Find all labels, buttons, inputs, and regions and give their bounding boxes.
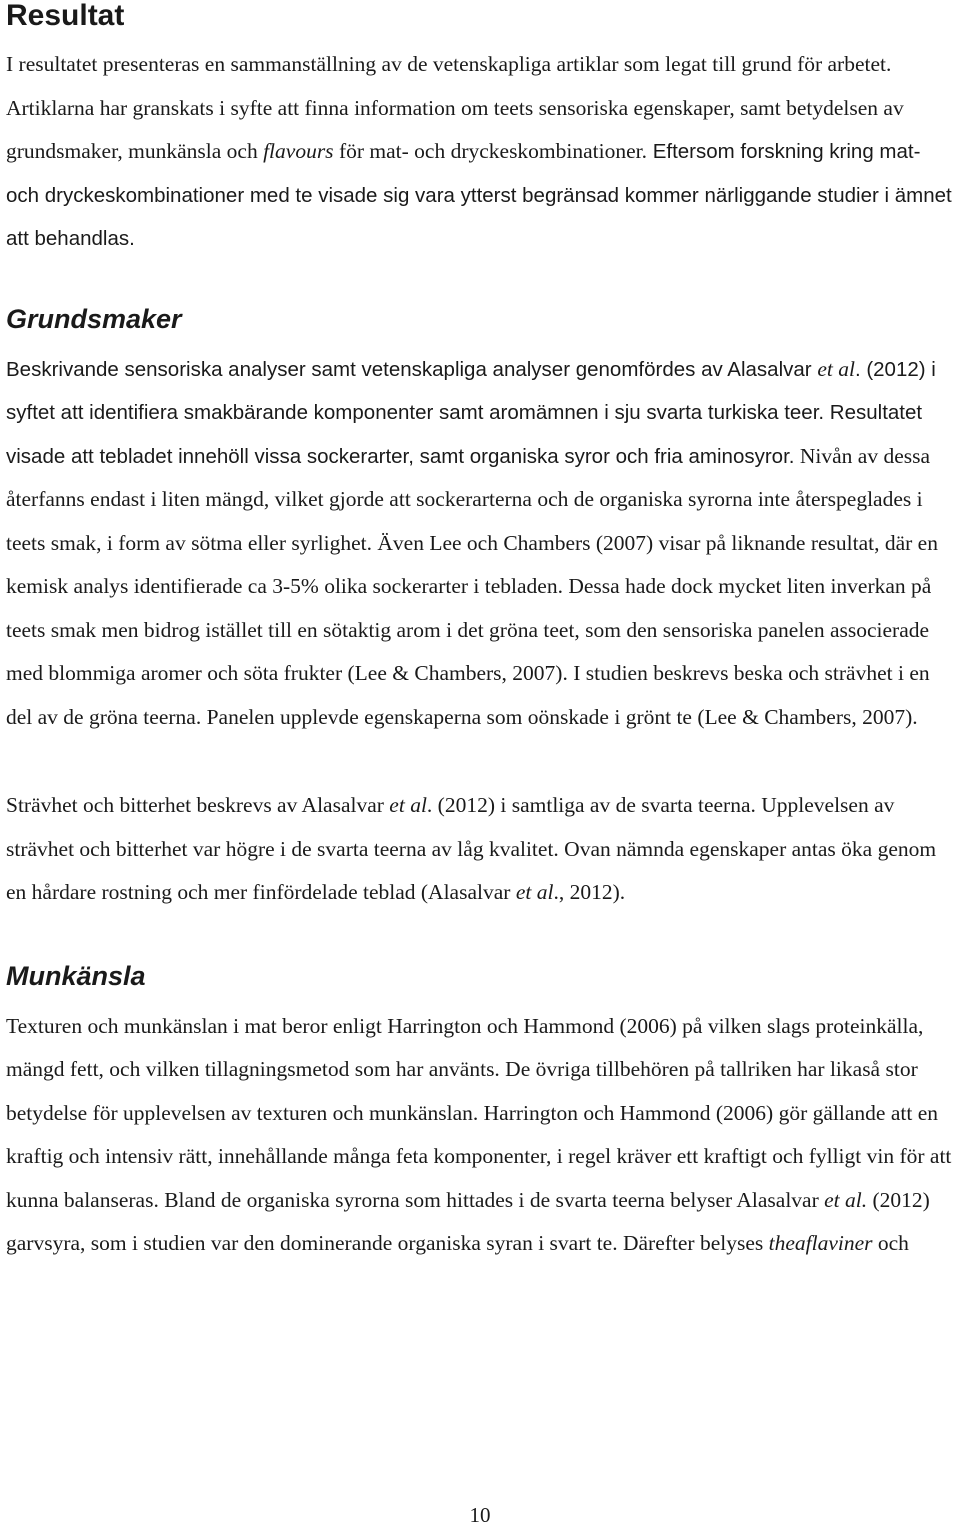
grundsmaker-p2-emphasis-1: et al	[389, 793, 427, 817]
section-heading-resultat: Resultat	[6, 0, 125, 32]
munkansla-p1-emphasis-1: et al.	[824, 1187, 868, 1212]
intro-text-3: Eftersom forskning kring mat- och dryckeskombinationer med te visade sig vara ytterst begränsad kommer närliggande studier i ämnet att behandlas.	[6, 140, 952, 250]
grundsmaker-p1-emphasis: et al	[817, 356, 855, 381]
grundsmaker-paragraph-1	[6, 348, 954, 740]
page-number: 10	[469, 1503, 491, 1527]
munkansla-p1-text-a: Texturen och munkänslan i mat beror enligt Harrington och Hammond (2006) på vilken slags proteinkälla, mängd fett, och vilken tillagningsmetod som har använts. De övriga tillbehören på tallriken har likaså stor betydelse för upplevelsen av texturen och munkänslan. Harrington och Hammond (2006) gör gällande att en kraftig och intensiv rätt, innehållande många feta komponenter, i regel kräver ett kraftigt och fylligt vin för att kunna balanseras. Bland de organiska syrorna som hittades i de svarta teerna belyser Alasalvar	[6, 1013, 952, 1212]
grundsmaker-p1-text-c: Nivån av dessa återfanns endast i liten mängd, vilket gjorde att sockerarterna och de organiska syrorna inte återspeglades i teets smak, i form av sötma eller syrlighet. Även Lee och Chambers (2007) visar på liknande resultat, där en kemisk analys identifierade ca 3-5% olika sockerarter i tebladen. Dessa hade dock mycket liten inverkan på teets smak men bidrog istället till en sötaktig arom i det gröna teet, som den sensoriska panelen associerade med blommiga aromer och söta frukter (Lee & Chambers, 2007). I studien beskrevs beska och strävhet i en del av de gröna teerna. Panelen upplevde egenskaperna som oönskade i grönt te (Lee & Chambers, 2007).	[6, 443, 938, 729]
section-heading-grundsmaker: Grundsmaker	[6, 303, 182, 334]
intro-text-2: för mat- och dryckeskombinationer.	[333, 139, 648, 163]
intro-paragraph	[6, 43, 954, 261]
document-page	[6, 0, 954, 1266]
grundsmaker-p2-text-a: Strävhet och bitterhet beskrevs av Alasalvar	[6, 793, 390, 817]
munkansla-p1-emphasis-2: theaflaviner	[768, 1231, 873, 1255]
grundsmaker-p2-text-b: . (2012) i samtliga av de svarta teerna. Upplevelsen av strävhet och bitterhet var högre i de svarta teerna av låg kvalitet. Ovan nämnda egenskaper antas öka genom en hårdare rostning och mer finfördelade teblad (Alasalvar	[6, 793, 937, 904]
munkansla-p1-text-c: och	[872, 1231, 909, 1255]
munkansla-p1-text-b: (2012) garvsyra, som i studien var den dominerande organiska syran i svart te. Därefter belyses	[6, 1187, 930, 1255]
intro-emphasis-flavours: flavours	[263, 139, 334, 163]
grundsmaker-paragraph-2	[6, 784, 954, 915]
grundsmaker-p2-emphasis-2: et al	[515, 880, 554, 904]
section-heading-munkansla: Munkänsla	[6, 960, 146, 991]
intro-text-1: I resultatet presenteras en sammanställning av de vetenskapliga artiklar som legat till grund för arbetet. Artiklarna har granskats i syfte att finna information om teets sensoriska egenskaper, samt betydelsen av grundsmaker, munkänsla och	[6, 52, 904, 163]
grundsmaker-p1-text-a: Beskrivande sensoriska analyser samt vetenskapliga analyser genomfördes av Alasalvar	[6, 357, 818, 381]
grundsmaker-p2-text-c: ., 2012).	[553, 880, 626, 904]
grundsmaker-p1-text-b: . (2012) i syftet att identifiera smakbärande komponenter samt aromämnen i sju svarta turkiska teer. Resultatet visade att tebladet innehöll vissa sockerarter, samt organiska syror och fria aminosyror.	[6, 357, 936, 468]
munkansla-paragraph-1	[6, 1005, 954, 1266]
